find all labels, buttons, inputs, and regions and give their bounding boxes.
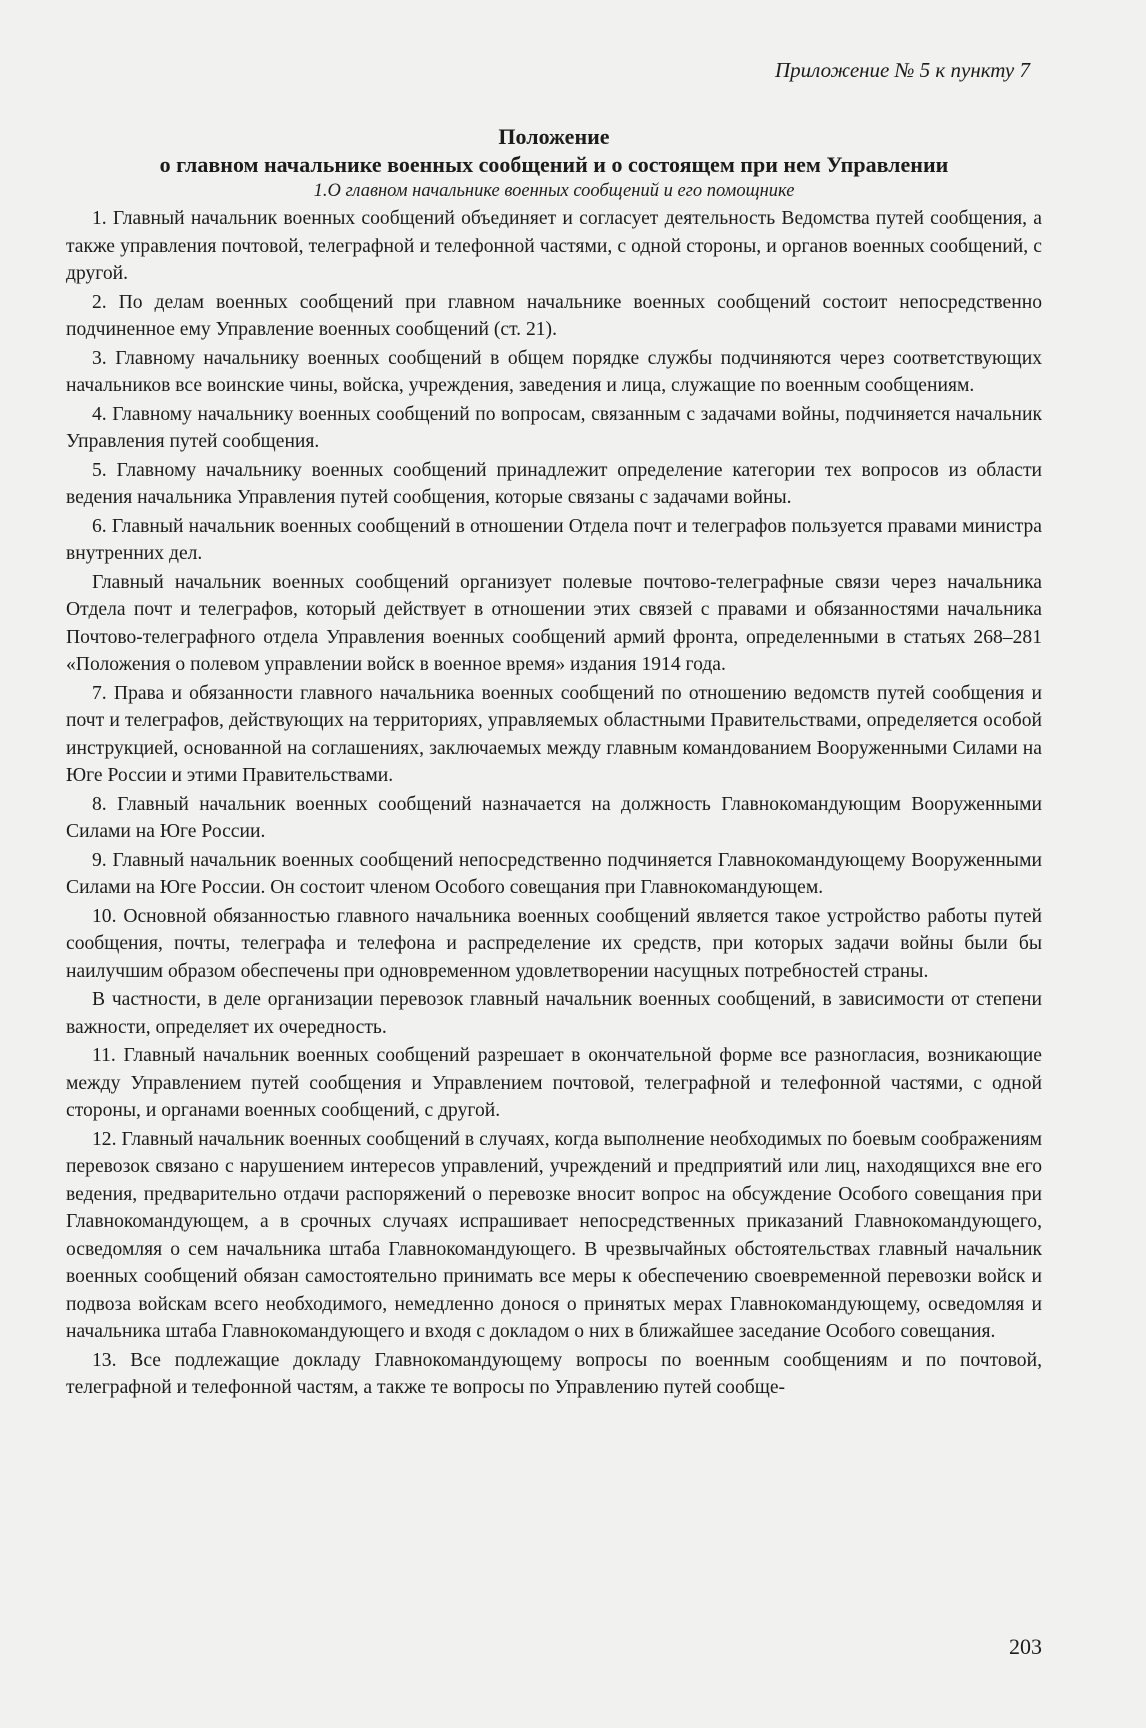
paragraph-6: 6. Главный начальник военных сообщений в отношении Отдела почт и телеграфов пользуется правами министра внутренних дел. [66, 515, 1042, 564]
paragraph-7: 7. Права и обязанности главного начальника военных сообщений по отношению ведомств путей сообщения и почт и телеграфов, действующих на территориях, управляемых областными Правительствами, определяется особой инструкцией, основанной на соглашениях, заключаемых между главным командованием Вооруженными Силами на Юге России и этими Правительствами. [66, 682, 1042, 786]
document-title: Положение [498, 124, 610, 149]
appendix-reference: Приложение № 5 к пункту 7 [775, 58, 1030, 82]
paragraph-5: 5. Главному начальнику военных сообщений принадлежит определение категории тех вопросов из области ведения начальника Управления путей сообщения, которые связаны с задачами войны. [66, 459, 1042, 508]
paragraph-10: 10. Основной обязанностью главного начальника военных сообщений является такое устройство работы путей сообщения, почты, телеграфа и телефона и распределение их средств, при которых задачи войны были бы наилучшим образом обеспечены при одновременном удовлетворении насущных потребностей страны. [66, 905, 1042, 982]
paragraph-3: 3. Главному начальнику военных сообщений в общем порядке службы подчиняются через соответствующих начальников все воинские чины, войска, учреждения, заведения и лица, служащие по военным сообщениям. [66, 347, 1042, 396]
paragraph-8: 8. Главный начальник военных сообщений назначается на должность Главнокомандующим Вооруженными Силами на Юге России. [66, 793, 1042, 842]
document-subtitle: о главном начальнике военных сообщений и о состоящем при нем Управлении [159, 152, 949, 177]
paragraph-2: 2. По делам военных сообщений при главном начальнике военных сообщений состоит непосредственно подчиненное ему Управление военных сообщений (ст. 21). [66, 291, 1042, 340]
paragraph-12: 12. Главный начальник военных сообщений в случаях, когда выполнение необходимых по боевым соображениям перевозок связано с нарушением интересов управлений, учреждений и предприятий или лиц, находящихся вне его ведения, предварительно отдачи распоряжений о перевозке вносит вопрос на обсуждение Особого совещания при Главнокомандующем, а в срочных случаях испрашивает непосредственных приказаний Главнокомандующего, осведомляя о сем начальника штаба Главнокомандующего. В чрезвычайных обстоятельствах главный начальник военных сообщений обязан самостоятельно принимать все меры к обеспечению своевременной перевозки войск и подвоза войскам всего необходимого, немедленно донося о принятых мерах Главнокомандующему, осведомляя и начальника штаба Главнокомандующего и входя с докладом о них в ближайшее заседание Особого совещания. [66, 1128, 1042, 1342]
paragraph-13: 13. Все подлежащие докладу Главнокомандующему вопросы по военным сообщениям и по почтовой, телеграфной и телефонной частям, а также те вопросы по Управлению путей сообще- [66, 1349, 1042, 1398]
paragraph-1: 1. Главный начальник военных сообщений объединяет и согласует деятельность Ведомства путей сообщения, а также управления почтовой, телеграфной и телефонной частями, с одной стороны, и органов военных сообщений, с другой. [66, 208, 1042, 284]
paragraph-10-continued: В частности, в деле организации перевозок главный начальник военных сообщений, в зависимости от степени важности, определяет их очередность. [66, 989, 1042, 1038]
page-number: 203 [1009, 1634, 1042, 1659]
section-heading: 1.О главном начальнике военных сообщений и его помощнике [313, 181, 795, 201]
paragraph-11: 11. Главный начальник военных сообщений разрешает в окончательной форме все разногласия, возникающие между Управлением путей сообщения и Управлением почтовой, телеграфной и телефонной частями, с одной стороны, и органами военных сообщений, с другой. [66, 1045, 1042, 1121]
paragraph-6-continued: Главный начальник военных сообщений организует полевые почтово-телеграфные связи через начальника Отдела почт и телеграфов, который действует в отношении этих связей с правами и обязанностями начальника Почтово-телеграфного отдела Управления военных сообщений армий фронта, определенными в статьях 268–281 «Положения о полевом управлении войск в военное время» издания 1914 года. [66, 571, 1042, 675]
paragraph-9: 9. Главный начальник военных сообщений непосредственно подчиняется Главнокомандующему Вооруженными Силами на Юге России. Он состоит членом Особого совещания при Главнокомандующем. [66, 849, 1042, 898]
paragraph-4: 4. Главному начальнику военных сообщений по вопросам, связанным с задачами войны, подчиняется начальник Управления путей сообщения. [66, 403, 1042, 452]
